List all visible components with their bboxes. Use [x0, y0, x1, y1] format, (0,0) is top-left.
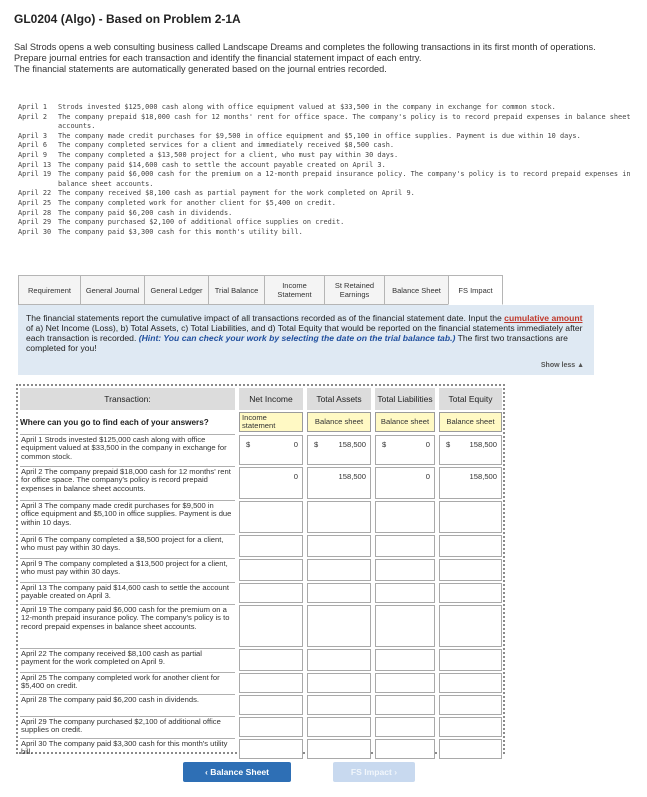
transaction-row-label: April 28 The company paid $6,200 cash in dividends.	[20, 694, 235, 716]
net-income-input[interactable]	[239, 695, 303, 715]
transaction-date: April 1	[18, 103, 48, 111]
transaction-list-item	[18, 209, 638, 219]
next-fs-impact-button[interactable]: FS Impact ›	[333, 762, 415, 782]
total-equity-input[interactable]	[439, 695, 502, 715]
header-total-assets: Total Assets	[307, 388, 371, 410]
total-assets-source-select[interactable]: Balance sheet	[307, 412, 371, 432]
total-assets-input[interactable]	[307, 605, 371, 647]
total-assets-input[interactable]	[307, 535, 371, 557]
transaction-list	[18, 103, 638, 237]
total-equity-input[interactable]	[439, 467, 502, 499]
tab-label: FS Impact	[458, 285, 493, 295]
total-liabilities-input[interactable]	[375, 501, 435, 533]
transaction-date: April 9	[18, 150, 48, 159]
tab-trial-balance[interactable]	[208, 275, 264, 305]
transaction-date: April 2	[18, 112, 48, 121]
transaction-list-item	[18, 103, 638, 113]
tab-income-statement[interactable]	[264, 275, 324, 305]
transaction-date: April 25	[18, 198, 52, 207]
currency-symbol: $	[446, 440, 451, 449]
transaction-list-item	[18, 113, 638, 132]
net-income-input[interactable]	[239, 605, 303, 647]
total-liabilities-input[interactable]	[375, 649, 435, 671]
header-total-liabilities: Total Liabilities	[375, 388, 435, 410]
cell-value: 0	[293, 440, 298, 449]
cell-value: 0	[425, 440, 430, 449]
total-liabilities-input[interactable]	[375, 605, 435, 647]
header-transaction: Transaction:	[20, 388, 235, 410]
net-income-input[interactable]	[239, 717, 303, 737]
transaction-list-item	[18, 189, 638, 199]
transaction-list-item	[18, 199, 638, 209]
currency-symbol: $	[246, 440, 251, 449]
transaction-row-label: April 2 The company prepaid $18,000 cash for 12 months' rent for office space. The company's policy is record prepaid expenses in balance sheet accounts.	[20, 466, 235, 500]
transaction-description: The company paid $14,600 cash to settle the account payable created on April 3.	[58, 160, 386, 169]
tab-balance-sheet[interactable]	[384, 275, 448, 305]
transaction-row-label: April 19 The company paid $6,000 cash for the premium on a 12-month prepaid insurance policy. The company's policy is to record prepaid expenses in balance sheet accounts.	[20, 604, 235, 648]
total-equity-source-select[interactable]: Balance sheet	[439, 412, 502, 432]
transaction-description: The company prepaid $18,000 cash for 12 months' rent for office space. The company's policy is to record prepaid expenses in balance sheet accounts.	[58, 112, 631, 131]
transaction-list-item	[18, 161, 638, 171]
net-income-input[interactable]	[239, 583, 303, 603]
total-liabilities-input[interactable]	[375, 739, 435, 759]
tab-st-retained-earnings[interactable]	[324, 275, 384, 305]
net-income-input[interactable]	[239, 649, 303, 671]
prev-balance-sheet-button[interactable]: ‹ Balance Sheet	[183, 762, 291, 782]
net-income-input[interactable]	[239, 559, 303, 581]
tab-general-journal[interactable]	[80, 275, 144, 305]
transaction-row-label: April 3 The company made credit purchases for $9,500 in office equipment and $5,100 in office supplies. Payment is due within 10 days.	[20, 500, 235, 534]
net-income-input[interactable]	[239, 501, 303, 533]
total-equity-input[interactable]	[439, 649, 502, 671]
net-income-input[interactable]	[239, 435, 303, 465]
instructions-text: The financial statements report the cumulative impact of all transactions recorded as of the financial statement date. Input the	[26, 313, 505, 323]
cell-value: 0	[293, 472, 298, 481]
total-liabilities-input[interactable]	[375, 717, 435, 737]
tab-general-ledger[interactable]	[144, 275, 208, 305]
transaction-description: The company completed a $13,500 project for a client, who must pay within 30 days.	[58, 150, 399, 159]
transaction-row-label: April 30 The company paid $3,300 cash for this month's utility bill.	[20, 738, 235, 760]
tab-requirement[interactable]	[18, 275, 80, 305]
page-title: GL0204 (Algo) - Based on Problem 2-1A	[14, 12, 241, 26]
transaction-list-item	[18, 170, 638, 189]
transaction-row-label: April 22 The company received $8,100 cash as partial payment for the work completed on April 9.	[20, 648, 235, 672]
total-assets-input[interactable]	[307, 501, 371, 533]
cumulative-amount-link[interactable]: cumulative amount	[504, 313, 583, 323]
transaction-date: April 29	[18, 218, 52, 227]
tab-bar	[18, 275, 524, 305]
total-liabilities-source-select[interactable]: Balance sheet	[375, 412, 435, 432]
intro-line: The financial statements are automatically generated based on the journal entries recorded.	[14, 64, 387, 74]
net-income-input[interactable]	[239, 739, 303, 759]
hint-text: (Hint: You can check your work by selecting the date on the trial balance tab.)	[138, 333, 456, 343]
total-equity-input[interactable]	[439, 559, 502, 581]
transaction-row-label: April 1 Strods invested $125,000 cash along with office equipment valued at $33,500 in the company in exchange for common stock.	[20, 434, 235, 466]
total-liabilities-input[interactable]	[375, 467, 435, 499]
cell-value: 158,500	[469, 440, 497, 449]
transaction-list-item	[18, 218, 638, 228]
tab-label: Trial Balance	[214, 285, 259, 295]
transaction-date: April 22	[18, 189, 52, 198]
transaction-date: April 3	[18, 131, 48, 140]
total-liabilities-input[interactable]	[375, 673, 435, 693]
intro-line: Sal Strods opens a web consulting business called Landscape Dreams and completes the following transactions in its first month of operations.	[14, 42, 596, 52]
total-assets-input[interactable]	[307, 649, 371, 671]
header-total-equity: Total Equity	[439, 388, 502, 410]
transaction-date: April 30	[18, 227, 52, 236]
total-equity-input[interactable]	[439, 605, 502, 647]
transaction-description: The company made credit purchases for $9,500 in office equipment and $5,100 in office supplies. Payment is due within 10 days.	[58, 131, 581, 140]
tab-label: Requirement	[28, 285, 71, 295]
transaction-list-item	[18, 228, 638, 238]
transaction-description: The company purchased $2,100 of additional office supplies on credit.	[58, 218, 345, 227]
total-equity-input[interactable]	[439, 673, 502, 693]
tab-label: Balance Sheet	[392, 285, 441, 295]
total-assets-input[interactable]	[307, 717, 371, 737]
show-less-toggle[interactable]: Show less ▲	[540, 362, 584, 369]
total-assets-input[interactable]	[307, 467, 371, 499]
transaction-row-label: April 6 The company completed a $8,500 project for a client, who must pay within 30 days.	[20, 534, 235, 558]
transaction-description: The company paid $6,000 cash for the premium on a 12-month prepaid insurance policy. The company's policy is to record prepaid expenses in balance sheet accounts.	[58, 170, 631, 188]
total-assets-input[interactable]	[307, 673, 371, 693]
total-assets-input[interactable]	[307, 739, 371, 759]
net-income-input[interactable]	[239, 535, 303, 557]
total-assets-input[interactable]	[307, 695, 371, 715]
transaction-date: April 13	[18, 160, 52, 169]
instructions-text: of a) Net Income (Loss), b) Total Assets, c) Total Liabilities, and d) Total Equity that would be reported on the financial statements immediately after each transaction is recorded.	[26, 323, 583, 343]
total-assets-input[interactable]	[307, 435, 371, 465]
currency-symbol: $	[382, 440, 387, 449]
transaction-row-label: April 13 The company paid $14,600 cash to settle the account payable created on April 3.	[20, 582, 235, 604]
question-label: Where can you go to find each of your answers?	[20, 417, 209, 427]
header-net-income: Net Income	[239, 388, 303, 410]
transaction-description: The company paid $3,300 cash for this month's utility bill.	[58, 227, 303, 236]
cell-value: 0	[425, 472, 430, 481]
transaction-list-item	[18, 141, 638, 151]
total-assets-input[interactable]	[307, 559, 371, 581]
transaction-list-item	[18, 132, 638, 142]
tab-label: General Journal	[85, 285, 140, 295]
total-equity-input[interactable]	[439, 739, 502, 759]
tab-fs-impact[interactable]	[448, 275, 503, 305]
currency-symbol: $	[314, 440, 319, 449]
total-liabilities-input[interactable]	[375, 695, 435, 715]
total-equity-input[interactable]	[439, 583, 502, 603]
total-liabilities-input[interactable]	[375, 535, 435, 557]
total-liabilities-input[interactable]	[375, 583, 435, 603]
tab-label: St Retained Earnings	[334, 281, 375, 299]
total-liabilities-input[interactable]	[375, 435, 435, 465]
transaction-row-label: April 29 The company purchased $2,100 of additional office supplies on credit.	[20, 716, 235, 738]
tab-label: General Ledger	[150, 285, 203, 295]
transaction-description: The company completed work for another client for $5,400 on credit.	[58, 198, 336, 207]
net-income-source-select[interactable]: Income statement	[239, 412, 303, 432]
transaction-description: The company received $8,100 cash as partial payment for the work completed on April 9.	[58, 189, 415, 198]
transaction-date: April 6	[18, 141, 48, 150]
total-liabilities-input[interactable]	[375, 559, 435, 581]
transaction-row-label: April 9 The company completed a $13,500 project for a client, who must pay within 30 days.	[20, 558, 235, 582]
transaction-row-label: April 25 The company completed work for another client for $5,400 on credit.	[20, 672, 235, 694]
total-equity-input[interactable]	[439, 501, 502, 533]
intro-line: Prepare journal entries for each transaction and identify the financial statement impact of each entry.	[14, 53, 422, 63]
transaction-description: The company completed services for a client and immediately received $8,500 cash.	[58, 141, 395, 150]
transaction-description: Strods invested $125,000 cash along with office equipment valued at $33,500 in the company in exchange for common stock.	[58, 103, 556, 111]
total-equity-input[interactable]	[439, 535, 502, 557]
transaction-date: April 19	[18, 170, 52, 179]
cell-value: 158,500	[469, 472, 497, 481]
tab-label: Income Statement	[277, 281, 312, 299]
cell-value: 158,500	[338, 472, 366, 481]
cell-value: 158,500	[338, 440, 366, 449]
total-equity-input[interactable]	[439, 717, 502, 737]
total-equity-input[interactable]	[439, 435, 502, 465]
fs-impact-grid	[16, 384, 505, 757]
net-income-input[interactable]	[239, 467, 303, 499]
transaction-description: The company paid $6,200 cash in dividends.	[58, 208, 233, 217]
intro-text	[14, 42, 634, 75]
transaction-date: April 28	[18, 208, 52, 217]
net-income-input[interactable]	[239, 673, 303, 693]
instructions-box	[18, 305, 594, 375]
instructions-text: The first two transactions are completed for you!	[26, 333, 568, 353]
transaction-list-item	[18, 151, 638, 161]
total-assets-input[interactable]	[307, 583, 371, 603]
